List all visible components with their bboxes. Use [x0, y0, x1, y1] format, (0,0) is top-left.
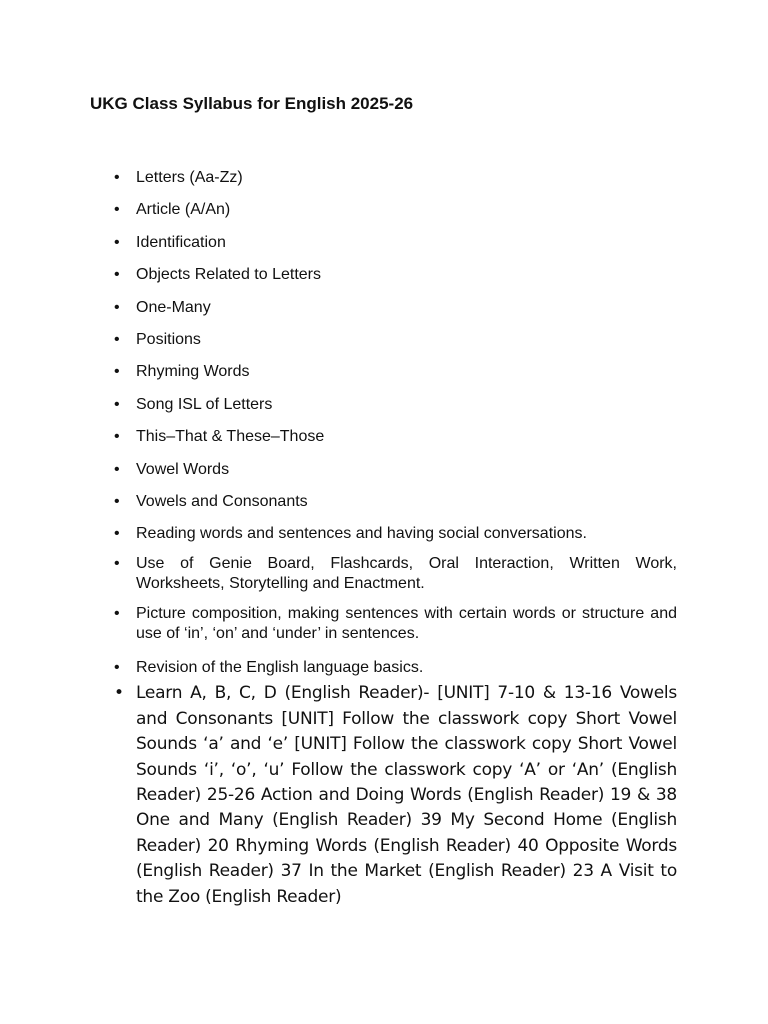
list-item: • Article (A/An) [136, 200, 677, 220]
list-item: • Revision of the English language basics. [136, 658, 677, 678]
list-item: • Objects Related to Letters [136, 265, 677, 285]
list-item: • Positions [136, 330, 677, 350]
list-item: • Reading words and sentences and having social conversations. [136, 524, 677, 544]
syllabus-list [136, 168, 677, 910]
list-item: • Picture composition, making sentences with certain words or structure and use of ‘in’, ‘on’ and ‘under’ in sentences. [136, 604, 677, 644]
page-title: UKG Class Syllabus for English 2025-26 [90, 94, 414, 113]
list-item: • Use of Genie Board, Flashcards, Oral Interaction, Written Work, Worksheets, Storytelling and Enactment. [136, 554, 677, 594]
list-item: • Rhyming Words [136, 362, 677, 382]
list-item: • Vowels and Consonants [136, 492, 677, 512]
list-item: • Song ISL of Letters [136, 395, 677, 415]
list-item: • Vowel Words [136, 460, 677, 480]
list-item: • This–That & These–Those [136, 427, 677, 447]
list-item: • Learn A, B, C, D (English Reader)- [UNIT] 7-10 & 13-16 Vowels and Consonants [UNIT] Follow the classwork copy Short Vowel Sounds ‘a’ and ‘e’ [UNIT] Follow the classwork copy Short Vowel Sounds ‘i’, ‘o’, ‘u’ Follow the classwork copy ‘A’ or ‘An’ (English Reader) 25-26 Action and Doing Words (English Reader) 19 & 38 One and Many (English Reader) 39 My Second Home (English Reader) 20 Rhyming Words (English Reader) 40 Opposite Words (English Reader) 37 In the Market (English Reader) 23 A Visit to the Zoo (English Reader) [136, 681, 677, 910]
list-item: • Identification [136, 233, 677, 253]
list-item: • Letters (Aa-Zz) [136, 168, 677, 188]
list-item: • One-Many [136, 298, 677, 318]
